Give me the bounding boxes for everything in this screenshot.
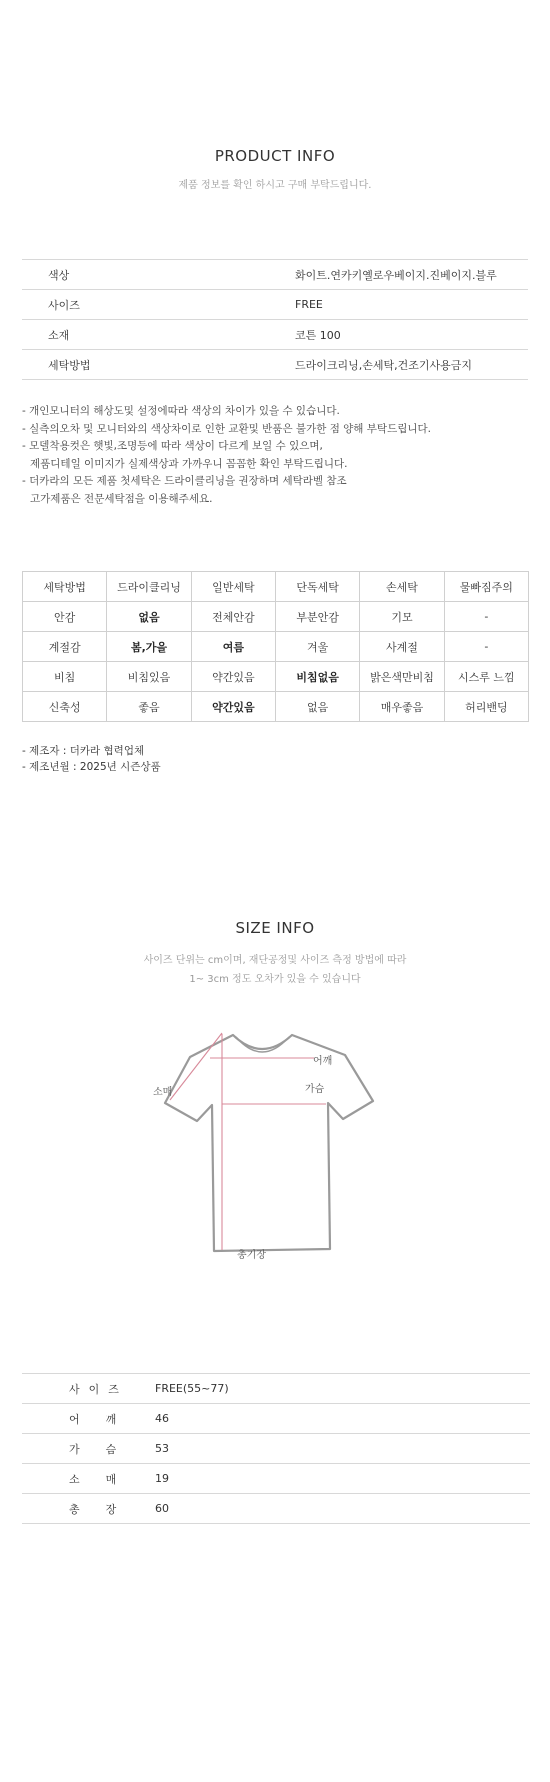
care-cell: 밝은색만비침 (360, 662, 444, 692)
size-value: 46 (155, 1412, 169, 1425)
notice-item: - 실측의오차 및 모니터와의 색상차이로 인한 교환및 반품은 불가한 점 양해 부탁드립니다. (22, 422, 431, 435)
size-row-shoulder (22, 1404, 530, 1434)
care-cell: 없음 (275, 692, 359, 722)
care-cell: 허리밴딩 (444, 692, 528, 722)
care-row-stretch (23, 692, 529, 722)
info-label: 색상 (48, 268, 70, 282)
care-row-season (23, 632, 529, 662)
info-row-washing (22, 350, 528, 380)
care-header-cell: 일반세탁 (191, 572, 275, 602)
size-value: 53 (155, 1442, 169, 1455)
care-cell: 겨울 (275, 632, 359, 662)
size-table (22, 1373, 530, 1524)
info-row-size (22, 290, 528, 320)
size-value: 19 (155, 1472, 169, 1485)
care-cell: 좋음 (107, 692, 191, 722)
care-cell: 사계절 (360, 632, 444, 662)
care-cell: 매우좋음 (360, 692, 444, 722)
notice-item: - 개인모니터의 해상도및 설정에따라 색상의 차이가 있을 수 있습니다. (22, 405, 340, 417)
care-header-cell: 세탁방법 (23, 572, 107, 602)
care-cell: 안감 (23, 602, 107, 632)
maker-line: - 제조자 : 더카라 협력업체 (22, 745, 145, 757)
care-cell: 신축성 (23, 692, 107, 722)
care-header-row (23, 572, 529, 602)
care-row-lining (23, 602, 529, 632)
notice-item: - 모델착용컷은 햇빛,조명등에 따라 색상이 다르게 보일 수 있으며, (22, 440, 323, 452)
manufacture-date-line: - 제조년월 : 2025년 시즌상품 (22, 761, 161, 773)
info-value: FREE (295, 298, 323, 311)
length-label: 총기장 (237, 1250, 266, 1261)
care-header-cell: 물빠짐주의 (444, 572, 528, 602)
size-info-note-1: 사이즈 단위는 cm이며, 재단공정및 사이즈 측정 방법에 따라 (143, 955, 407, 966)
care-cell: 비침 (23, 662, 107, 692)
chest-label: 가슴 (305, 1084, 325, 1095)
tshirt-outline (165, 1035, 373, 1251)
info-label: 소재 (48, 328, 70, 342)
size-row-length (22, 1494, 530, 1524)
notice-item: 고가제품은 전문세탁점을 이용해주세요. (30, 492, 213, 505)
care-header-cell: 단독세탁 (275, 572, 359, 602)
care-grid (22, 571, 529, 722)
care-cell: 전체안감 (191, 602, 275, 632)
size-value: 60 (155, 1502, 169, 1515)
care-cell: 약간있음 (191, 692, 275, 722)
care-cell: 비침있음 (107, 662, 191, 692)
info-row-material (22, 320, 528, 350)
info-label: 사이즈 (48, 298, 80, 312)
product-info-table (22, 259, 528, 380)
care-cell: - (444, 632, 528, 662)
info-row-color (22, 260, 528, 290)
size-label: 소매 (69, 1472, 143, 1486)
size-label: 가슴 (69, 1442, 143, 1456)
care-cell: 계절감 (23, 632, 107, 662)
care-cell: 부분안감 (275, 602, 359, 632)
size-label: 어깨 (69, 1412, 143, 1426)
notice-list (22, 403, 532, 508)
tshirt-size-diagram (140, 1017, 400, 1257)
product-info-subtitle: 제품 정보를 확인 하시고 구매 부탁드립니다. (178, 180, 372, 191)
maker-info (22, 743, 161, 775)
care-cell: 약간있음 (191, 662, 275, 692)
size-row-size (22, 1374, 530, 1404)
care-cell: 여름 (191, 632, 275, 662)
info-value: 화이트.연카키옐로우베이지.진베이지.블루 (295, 268, 497, 282)
care-cell: 비침없음 (275, 662, 359, 692)
care-cell: 시스루 느낌 (444, 662, 528, 692)
size-row-chest (22, 1434, 530, 1464)
care-cell: 봄,가을 (107, 632, 191, 662)
care-header-cell: 드라이클리닝 (107, 572, 191, 602)
shoulder-label: 어깨 (313, 1056, 333, 1067)
care-header-cell: 손세탁 (360, 572, 444, 602)
info-value: 코튼 100 (295, 328, 341, 342)
sleeve-label: 소매 (153, 1087, 173, 1098)
info-label: 세탁방법 (48, 358, 91, 372)
notice-item: 제품디테일 이미지가 실제색상과 가까우니 꼼꼼한 확인 부탁드립니다. (30, 457, 348, 470)
care-cell: - (444, 602, 528, 632)
size-row-sleeve (22, 1464, 530, 1494)
size-info-note-2: 1~ 3cm 정도 오차가 있을 수 있습니다 (189, 974, 361, 985)
product-info-title: PRODUCT INFO (214, 147, 336, 165)
info-value: 드라이크리닝,손세탁,건조기사용금지 (295, 358, 473, 372)
notice-item: - 더카라의 모든 제품 첫세탁은 드라이클리닝을 권장하며 세탁라벨 참조 (22, 475, 347, 487)
size-info-title: SIZE INFO (235, 919, 315, 937)
care-cell: 기모 (360, 602, 444, 632)
size-value: FREE(55~77) (155, 1382, 229, 1395)
care-cell: 없음 (107, 602, 191, 632)
size-label: 총장 (69, 1502, 143, 1516)
care-row-sheer (23, 662, 529, 692)
size-label: 사이즈 (69, 1382, 128, 1396)
